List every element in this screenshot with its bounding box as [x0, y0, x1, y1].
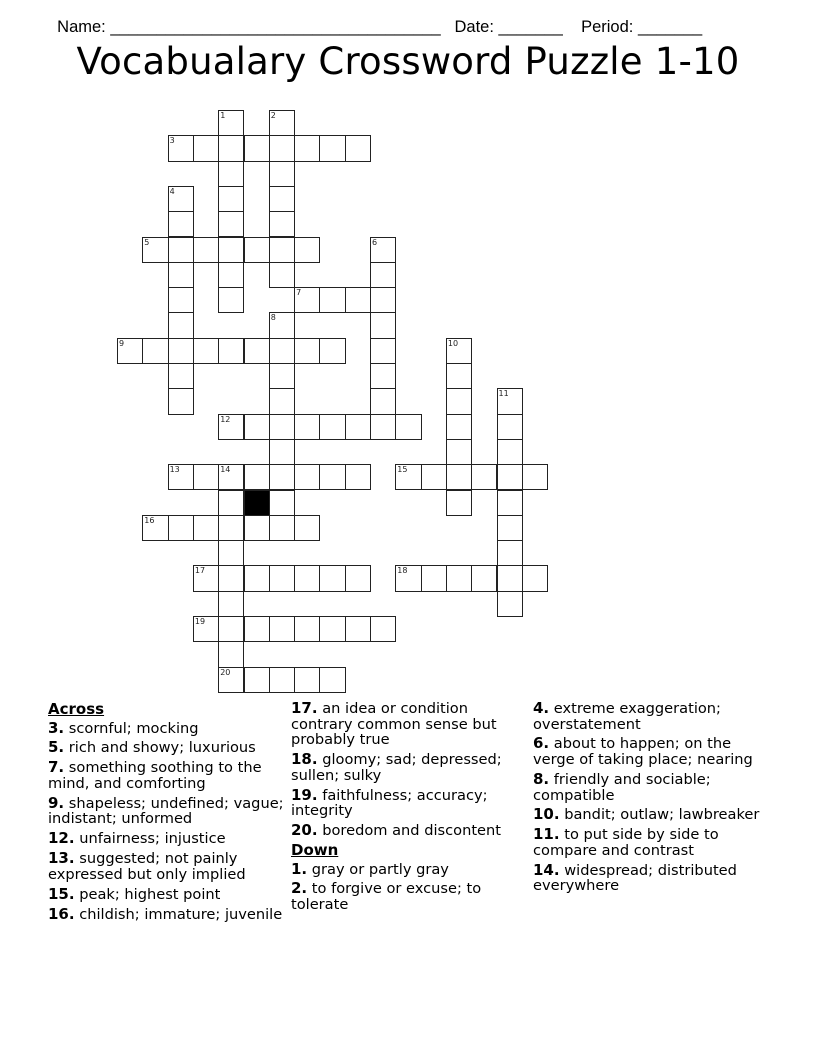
grid-cell[interactable]: [218, 667, 244, 693]
clue-text: rich and showy; luxurious: [68, 739, 256, 757]
clue-across-5: [48, 740, 288, 756]
date-field[interactable]: _______: [493, 18, 568, 36]
clue-number: 10.: [533, 805, 560, 824]
grid-cell[interactable]: [370, 616, 396, 642]
grid-cell[interactable]: [218, 616, 244, 642]
clue-text: extreme exaggeration; overstatement: [533, 700, 721, 733]
clue-number-label: 20: [220, 667, 231, 677]
grid-cell[interactable]: [193, 464, 219, 490]
grid-cell[interactable]: [168, 388, 194, 414]
grid-cell[interactable]: [168, 287, 194, 313]
grid-cell[interactable]: [345, 135, 371, 161]
grid-cell[interactable]: [193, 237, 219, 263]
grid-cell[interactable]: [446, 338, 472, 364]
clue-down-14: [533, 860, 773, 895]
clue-text: boredom and discontent: [322, 822, 502, 840]
grid-cell[interactable]: [168, 363, 194, 389]
grid-cell[interactable]: [497, 591, 523, 617]
grid-cell[interactable]: [294, 515, 320, 541]
grid-cell[interactable]: [269, 186, 295, 212]
grid-cell[interactable]: [168, 186, 194, 212]
clue-down-6: [533, 736, 773, 767]
grid-cell[interactable]: [497, 490, 523, 516]
grid-cell[interactable]: [370, 262, 396, 288]
clue-number-label: 11: [498, 389, 509, 399]
clue-number-label: 4: [169, 186, 175, 196]
grid-cell[interactable]: [269, 237, 295, 263]
clue-across-12: [48, 831, 288, 847]
clue-across-17: [291, 701, 531, 748]
grid-cell[interactable]: [370, 363, 396, 389]
grid-cell[interactable]: [471, 464, 497, 490]
clue-number-label: 13: [169, 465, 180, 475]
clue-text: friendly and sociable; compatible: [533, 770, 711, 804]
grid-cell[interactable]: [269, 515, 295, 541]
grid-cell[interactable]: [294, 287, 320, 313]
grid-cell[interactable]: [370, 338, 396, 364]
date-label: Date:: [445, 18, 494, 36]
clue-down-10: [533, 807, 773, 823]
grid-cell[interactable]: [218, 641, 244, 667]
grid-cell[interactable]: [446, 388, 472, 414]
grid-cell[interactable]: [446, 464, 472, 490]
grid-cell[interactable]: [319, 464, 345, 490]
grid-cell[interactable]: [193, 616, 219, 642]
grid-cell[interactable]: [244, 414, 270, 440]
grid-cell[interactable]: [168, 338, 194, 364]
grid-cell[interactable]: [421, 565, 447, 591]
grid-cell[interactable]: [168, 312, 194, 338]
grid-cell[interactable]: [218, 414, 244, 440]
grid-cell[interactable]: [345, 464, 371, 490]
clue-text: peak; highest point: [79, 885, 221, 903]
clue-number: 14.: [533, 860, 560, 879]
grid-cell[interactable]: [218, 464, 244, 490]
grid-cell[interactable]: [218, 490, 244, 516]
clue-number-label: 18: [397, 566, 408, 576]
grid-cell[interactable]: [218, 287, 244, 313]
grid-cell[interactable]: [446, 490, 472, 516]
grid-cell[interactable]: [218, 211, 244, 237]
grid-cell[interactable]: [269, 312, 295, 338]
grid-cell[interactable]: [345, 287, 371, 313]
clue-text: gray or partly gray: [311, 860, 449, 878]
clue-number-label: 9: [119, 338, 125, 348]
clue-text: faithfulness; accuracy; integrity: [291, 786, 488, 820]
clue-text: an idea or condition contrary common sense but probably true: [291, 700, 497, 749]
grid-cell[interactable]: [522, 565, 548, 591]
grid-cell[interactable]: [294, 414, 320, 440]
clue-across-18: [291, 752, 531, 783]
clue-text: to put side by side to compare and contrast: [533, 826, 719, 859]
grid-cell[interactable]: [244, 338, 270, 364]
grid-cell[interactable]: [269, 135, 295, 161]
grid-cell[interactable]: [269, 363, 295, 389]
clue-number: 7.: [48, 758, 65, 777]
clue-number-label: 16: [144, 515, 155, 525]
grid-cell[interactable]: [193, 338, 219, 364]
black-cell: [244, 490, 270, 516]
grid-cell[interactable]: [319, 135, 345, 161]
across-heading: Across: [48, 700, 105, 718]
clue-text: something soothing to the mind, and comforting: [48, 759, 262, 792]
grid-cell[interactable]: [497, 565, 523, 591]
clue-number-label: 14: [220, 465, 231, 475]
grid-cell[interactable]: [269, 616, 295, 642]
clue-text: childish; immature; juvenile: [79, 905, 283, 923]
period-field[interactable]: _______: [633, 18, 703, 36]
grid-cell[interactable]: [193, 515, 219, 541]
grid-cell[interactable]: [269, 565, 295, 591]
grid-cell[interactable]: [244, 135, 270, 161]
clue-down-11: [533, 827, 773, 858]
grid-cell[interactable]: [294, 135, 320, 161]
grid-cell[interactable]: [497, 388, 523, 414]
clue-across-16: [48, 904, 288, 923]
grid-cell[interactable]: [370, 287, 396, 313]
clue-number-label: 12: [220, 414, 231, 424]
clue-column-1: [48, 700, 288, 927]
clue-number-label: 1: [220, 111, 226, 120]
clue-text: gloomy; sad; depressed; sullen; sulky: [291, 751, 502, 784]
grid-cell[interactable]: [218, 338, 244, 364]
clue-number-label: 19: [194, 617, 206, 626]
grid-cell[interactable]: [168, 262, 194, 288]
grid-cell[interactable]: [395, 464, 421, 490]
grid-cell[interactable]: [294, 338, 320, 364]
clue-number: 8.: [533, 769, 550, 788]
grid-cell[interactable]: [370, 388, 396, 414]
grid-cell[interactable]: [294, 565, 320, 591]
grid-cell[interactable]: [497, 439, 523, 465]
grid-cell[interactable]: [142, 515, 168, 541]
clue-text: about to happen; on the verge of taking place; nearing: [533, 735, 753, 769]
grid-cell[interactable]: [370, 312, 396, 338]
name-field[interactable]: ____________________________________: [105, 18, 446, 36]
clue-number-label: 3: [169, 136, 175, 146]
grid-cell[interactable]: [522, 464, 548, 490]
grid-cell[interactable]: [319, 667, 345, 693]
clue-text: unfairness; injustice: [79, 830, 226, 848]
grid-cell[interactable]: [269, 464, 295, 490]
clue-number: 20.: [291, 821, 318, 840]
clue-across-9: [48, 793, 288, 828]
grid-cell[interactable]: [142, 237, 168, 263]
clue-across-13: [48, 851, 288, 882]
clue-down-4: [533, 701, 773, 732]
grid-cell[interactable]: [345, 616, 371, 642]
clue-number-label: 15: [397, 465, 408, 475]
grid-cell[interactable]: [269, 388, 295, 414]
clue-down-8: [533, 769, 773, 804]
clue-across-3: [48, 718, 288, 737]
grid-cell[interactable]: [319, 338, 345, 364]
grid-cell[interactable]: [319, 414, 345, 440]
clue-number: 1.: [291, 859, 308, 878]
grid-cell[interactable]: [497, 540, 523, 566]
clue-number: 15.: [48, 884, 75, 903]
grid-cell[interactable]: [193, 565, 219, 591]
clue-column-2: [291, 700, 531, 917]
grid-cell[interactable]: [269, 338, 295, 364]
clue-number-label: 8: [270, 313, 276, 323]
clue-number: 17.: [291, 699, 318, 717]
clue-text: scornful; mocking: [68, 719, 199, 737]
grid-cell[interactable]: [244, 515, 270, 541]
grid-cell[interactable]: [294, 616, 320, 642]
down-heading: Down: [291, 840, 339, 859]
grid-cell[interactable]: [421, 464, 447, 490]
grid-cell[interactable]: [370, 237, 396, 263]
grid-cell[interactable]: [446, 414, 472, 440]
grid-cell[interactable]: [218, 540, 244, 566]
grid-cell[interactable]: [244, 237, 270, 263]
grid-cell[interactable]: [269, 439, 295, 465]
clue-number: 5.: [48, 738, 65, 757]
clue-number: 6.: [533, 734, 550, 753]
grid-cell[interactable]: [218, 135, 244, 161]
grid-cell[interactable]: [218, 186, 244, 212]
grid-cell[interactable]: [218, 262, 244, 288]
grid-cell[interactable]: [142, 338, 168, 364]
clue-text: shapeless; undefined; vague; indistant; unformed: [48, 794, 284, 828]
grid-cell[interactable]: [218, 110, 244, 136]
clue-number: 9.: [48, 793, 65, 812]
grid-cell[interactable]: [269, 110, 295, 136]
grid-cell[interactable]: [395, 414, 421, 440]
clue-text: suggested; not painly expressed but only implied: [48, 850, 246, 883]
grid-cell[interactable]: [395, 565, 421, 591]
grid-cell[interactable]: [218, 237, 244, 263]
grid-cell[interactable]: [168, 515, 194, 541]
clue-text: widespread; distributed everywhere: [533, 861, 737, 895]
grid-cell[interactable]: [269, 414, 295, 440]
clue-column-3: [533, 700, 773, 898]
page-title: Vocabualary Crossword Puzzle 1-10: [76, 40, 740, 83]
grid-cell[interactable]: [294, 237, 320, 263]
grid-cell[interactable]: [269, 211, 295, 237]
grid-cell[interactable]: [446, 439, 472, 465]
clue-across-7: [48, 760, 288, 791]
clue-number-label: 7: [296, 288, 302, 298]
clue-number: 4.: [533, 699, 550, 717]
clue-number: 12.: [48, 829, 75, 848]
grid-cell[interactable]: [497, 414, 523, 440]
clue-number: 11.: [533, 825, 560, 844]
clue-number: 16.: [48, 904, 75, 923]
grid-cell[interactable]: [497, 464, 523, 490]
grid-cell[interactable]: [319, 616, 345, 642]
clue-number-label: 2: [270, 111, 276, 120]
clue-across-20: [291, 823, 531, 839]
grid-cell[interactable]: [319, 287, 345, 313]
clue-number: 3.: [48, 718, 65, 737]
grid-cell[interactable]: [218, 161, 244, 187]
clue-text: to forgive or excuse; to tolerate: [291, 880, 482, 914]
clue-number-label: 5: [144, 237, 150, 247]
grid-cell[interactable]: [446, 363, 472, 389]
grid-cell[interactable]: [370, 414, 396, 440]
clue-text: bandit; outlaw; lawbreaker: [564, 806, 760, 824]
period-label: Period:: [567, 18, 634, 36]
clue-across-15: [48, 884, 288, 903]
grid-cell[interactable]: [244, 565, 270, 591]
grid-cell[interactable]: [345, 565, 371, 591]
grid-cell[interactable]: [319, 565, 345, 591]
grid-cell[interactable]: [193, 135, 219, 161]
grid-cell[interactable]: [168, 237, 194, 263]
clue-number: 13.: [48, 849, 75, 868]
grid-cell[interactable]: [471, 565, 497, 591]
clue-number-label: 6: [372, 237, 378, 247]
grid-cell[interactable]: [244, 616, 270, 642]
grid-cell[interactable]: [168, 464, 194, 490]
grid-cell[interactable]: [269, 262, 295, 288]
grid-cell[interactable]: [218, 591, 244, 617]
grid-cell[interactable]: [168, 211, 194, 237]
clue-down-1: [291, 859, 531, 878]
clue-number-label: 17: [194, 566, 206, 576]
grid-cell[interactable]: [244, 464, 270, 490]
grid-cell[interactable]: [218, 515, 244, 541]
grid-cell[interactable]: [497, 515, 523, 541]
grid-cell[interactable]: [168, 135, 194, 161]
clue-down-2: [291, 881, 531, 912]
grid-cell[interactable]: [294, 464, 320, 490]
clue-number: 2.: [291, 879, 308, 898]
grid-cell[interactable]: [294, 667, 320, 693]
grid-cell[interactable]: [117, 338, 143, 364]
grid-cell[interactable]: [244, 667, 270, 693]
clue-number: 19.: [291, 785, 318, 804]
grid-cell[interactable]: [269, 667, 295, 693]
clue-across-19: [291, 785, 531, 820]
grid-cell[interactable]: [269, 490, 295, 516]
grid-cell[interactable]: [345, 414, 371, 440]
clue-number-label: 10: [447, 338, 459, 348]
grid-cell[interactable]: [218, 565, 244, 591]
name-label: Name:: [57, 18, 106, 36]
grid-cell[interactable]: [269, 161, 295, 187]
grid-cell[interactable]: [446, 565, 472, 591]
clue-number: 18.: [291, 750, 318, 769]
